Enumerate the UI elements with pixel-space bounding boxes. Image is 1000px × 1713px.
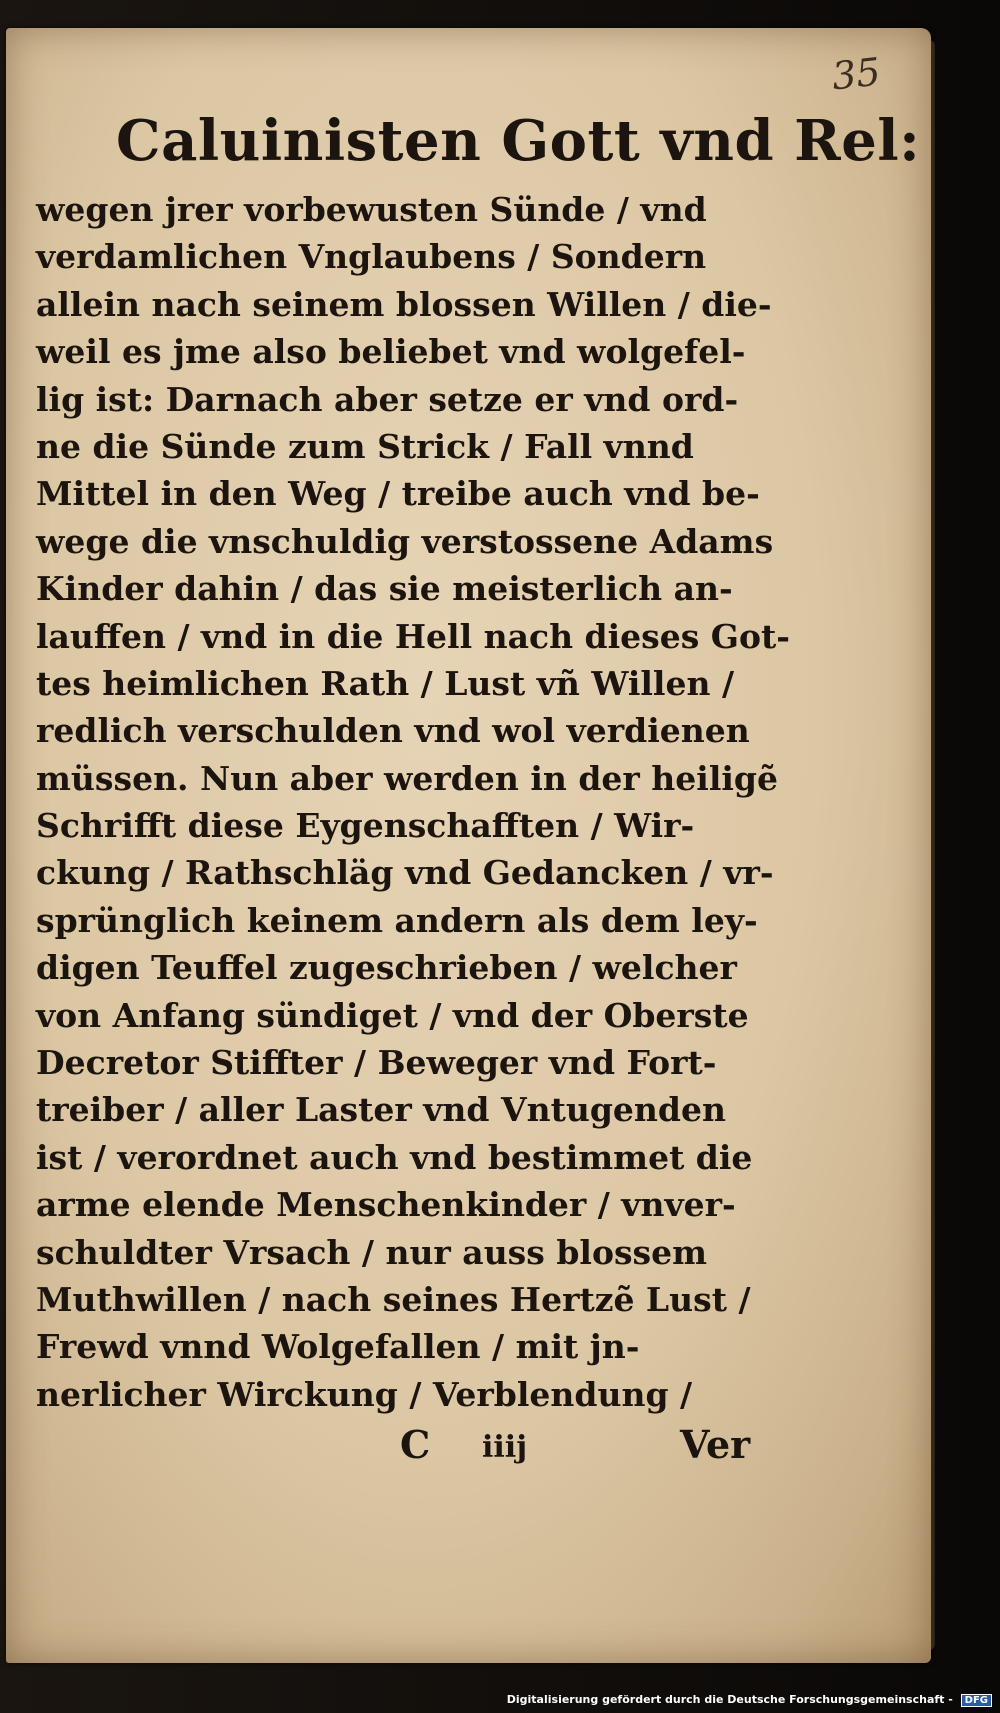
text-line: allein nach seinem blossen Willen / die-: [36, 284, 772, 324]
running-header: Caluinisten Gott vnd Rel:: [116, 108, 921, 174]
text-line: schuldter Vrsach / nur auss blossem: [36, 1232, 708, 1272]
digitization-footer: [0, 1693, 1000, 1713]
text-line: müssen. Nun aber werden in der heiligẽ: [36, 758, 778, 798]
text-line: Frewd vnnd Wolgefallen / mit jn-: [36, 1327, 640, 1367]
text-line: sprünglich keinem andern als dem ley-: [36, 900, 758, 940]
text-line: Muthwillen / nach seines Hertzẽ Lust /: [36, 1279, 751, 1319]
text-line: von Anfang sündiget / vnd der Oberste: [36, 995, 749, 1035]
dfg-logo: DFG: [961, 1694, 992, 1707]
footer-text: Digitalisierung gefördert durch die Deutsche Forschungsgemeinschaft -: [506, 1693, 953, 1706]
signature-number: iiij: [482, 1430, 528, 1465]
text-line: ist / verordnet auch vnd bestimmet die: [36, 1137, 753, 1177]
text-line: weil es jme also beliebet vnd wolgefel-: [36, 332, 746, 372]
text-line: lig ist: Darnach aber setze er vnd ord-: [36, 379, 739, 419]
text-line: redlich verschulden vnd wol verdienen: [36, 711, 750, 751]
signature-mark: C: [400, 1422, 431, 1467]
text-line: Decretor Stiffter / Beweger vnd Fort-: [36, 1043, 717, 1083]
folio-number: 35: [829, 49, 883, 99]
page-body: [36, 186, 790, 1418]
text-line: tes heimlichen Rath / Lust vñ Willen /: [36, 663, 734, 703]
text-line: verdamlichen Vnglaubens / Sondern: [36, 237, 707, 277]
text-line: lauffen / vnd in die Hell nach dieses Got-: [36, 616, 790, 656]
text-line: Schrifft diese Eygenschafften / Wir-: [36, 806, 695, 846]
text-line: arme elende Menschenkinder / vnver-: [36, 1185, 736, 1225]
text-line: wege die vnschuldig verstossene Adams: [36, 521, 774, 561]
text-line: nerlicher Wirckung / Verblendung /: [36, 1374, 693, 1414]
catchword: Ver: [680, 1422, 751, 1467]
text-line: treiber / aller Laster vnd Vntugenden: [36, 1090, 726, 1130]
text-line: wegen jrer vorbewusten Sünde / vnd: [36, 190, 707, 229]
text-line: Kinder dahin / das sie meisterlich an-: [36, 569, 733, 609]
text-line: ckung / Rathschläg vnd Gedancken / vr-: [36, 853, 774, 893]
text-line: ne die Sünde zum Strick / Fall vnnd: [36, 426, 694, 466]
text-line: Mittel in den Weg / treibe auch vnd be-: [36, 474, 760, 514]
text-line: digen Teuffel zugeschrieben / welcher: [36, 948, 737, 988]
